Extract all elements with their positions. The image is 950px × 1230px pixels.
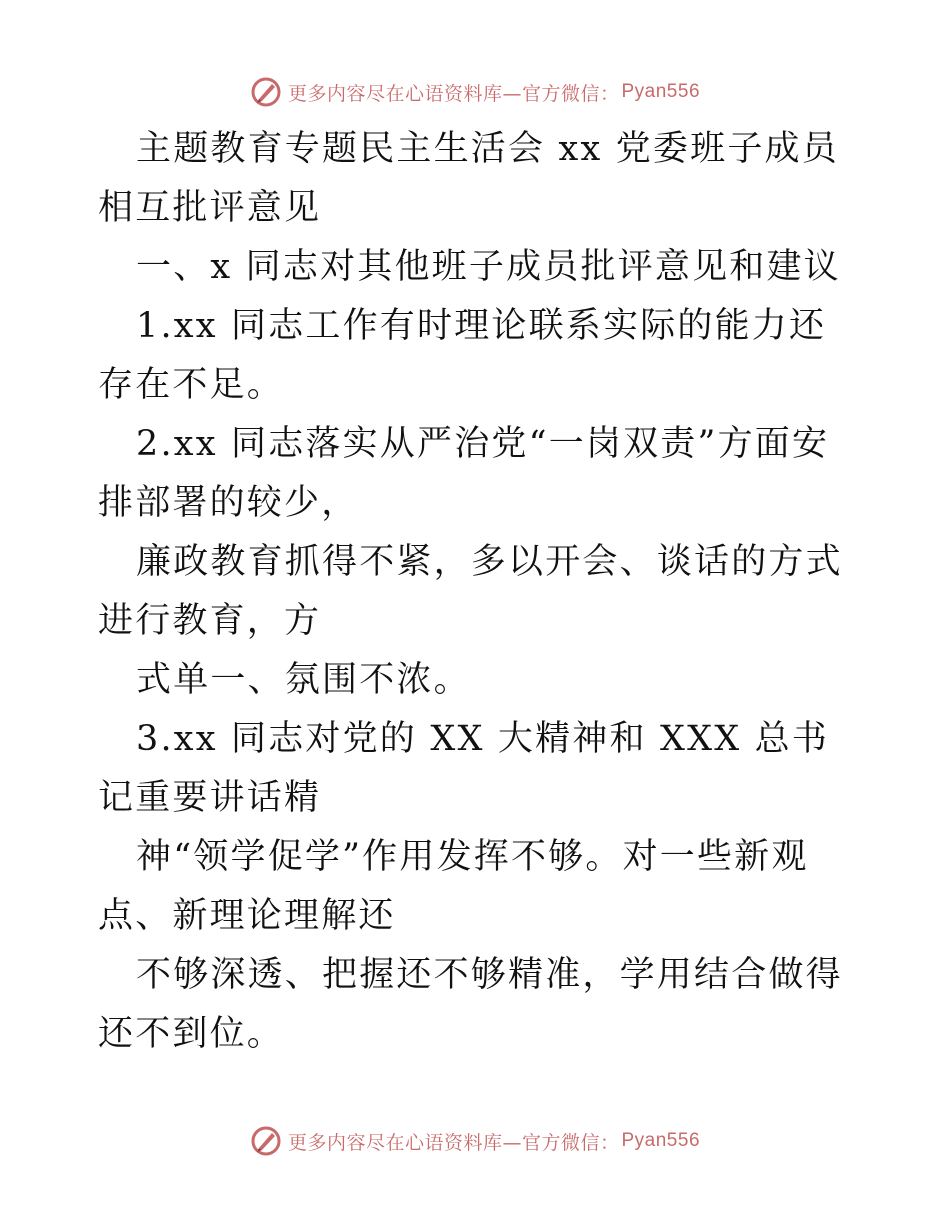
document-title: 主题教育专题民主生活会 xx 党委班子成员相互批评意见 [98,129,839,228]
section-heading: 一、x 同志对其他班子成员批评意见和建议 [136,247,841,287]
paragraph-item-3-cont-b: 不够深透、把握还不够精准，学用结合做得还不到位。 [98,955,843,1054]
watermark-handle: Pyan556 [621,81,701,102]
paragraph-item-1: 1.xx 同志工作有时理论联系实际的能力还存在不足。 [98,306,827,405]
paragraph-item-3-cont-a: 神“领学促学”作用发挥不够。对一些新观点、新理论理解还 [98,837,809,936]
document-body [98,120,858,1064]
paragraph-item-3: 3.xx 同志对党的 XX 大精神和 XXX 总书记重要讲话精 [98,719,830,818]
watermark-handle: Pyan556 [621,1130,701,1151]
header-watermark [0,72,950,112]
paragraph-item-2: 2.xx 同志落实从严治党“一岗双责”方面安排部署的较少， [98,424,830,523]
paragraph-item-2-cont-a: 廉政教育抓得不紧，多以开会、谈话的方式进行教育，方 [98,542,843,641]
footer-watermark [0,1121,950,1161]
watermark-text: 更多内容尽在心语资料库—官方微信： [287,82,620,105]
quill-logo-icon [250,76,282,108]
quill-logo-icon [250,1125,282,1157]
paragraph-item-2-cont-b: 式单一、氛围不浓。 [136,660,471,700]
watermark-text: 更多内容尽在心语资料库—官方微信： [287,1131,620,1154]
